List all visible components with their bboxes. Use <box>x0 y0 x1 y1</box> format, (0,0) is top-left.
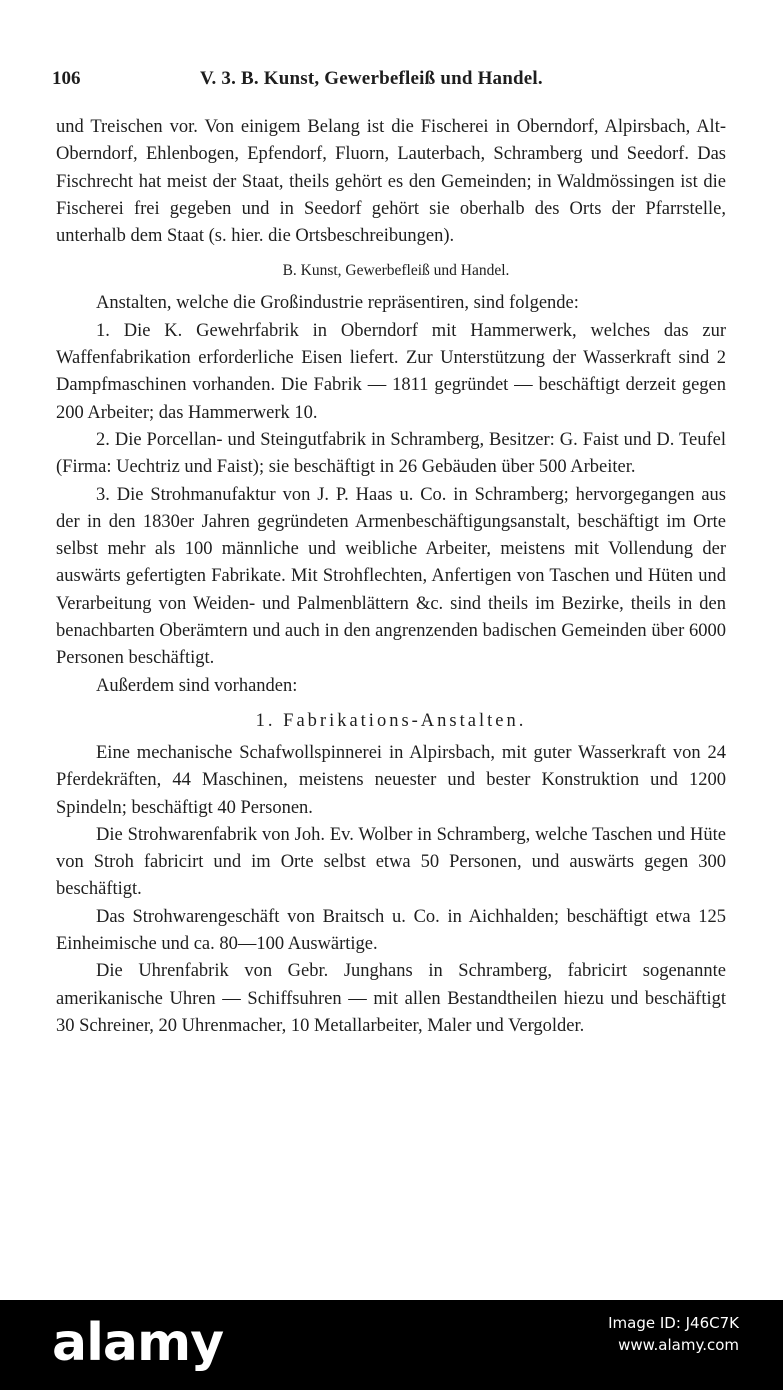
image-id-label: Image ID: J46C7K <box>608 1314 739 1332</box>
also-present-line: Außerdem sind vorhanden: <box>96 675 298 696</box>
body-text <box>56 114 726 1040</box>
paragraph-wool-spinning: Eine mechanische Schafwollspinnerei in Alpirsbach, mit guter Wasserkraft von 24 Pferdekräften, 44 Maschinen, meistens neuester und bester Konstruktion und 1200 Spindeln; beschäftigt 40 Personen. <box>56 742 726 818</box>
paragraph-clock-factory: Die Uhrenfabrik von Gebr. Junghans in Schramberg, fabricirt sogenannte amerikanische Uhren — Schiffsuhren — mit allen Bestandtheilen hiezu und beschäftigt 30 Schreiner, 20 Uhrenmacher, 10 Metallarbeiter, Maler und Vergolder. <box>56 961 726 1036</box>
footer-info <box>608 1312 739 1356</box>
alamy-logo: alamy <box>52 1313 224 1373</box>
running-title: V. 3. B. Kunst, Gewerbefleiß und Handel. <box>200 68 543 89</box>
page-number: 106 <box>52 68 81 89</box>
page-header <box>52 68 732 98</box>
list-item-straw-manufacture: 3. Die Strohmanufaktur von J. P. Haas u. Co. in Schramberg; hervorgegangen aus der in den 1830er Jahren gegründeten Armenbeschäftigungsanstalt, beschäftigt im Orte selbst mehr als 100 männliche und weibliche Arbeiter, meistens mit Vollendung der auswärts gefertigten Fabrikate. Mit Strohflechten, Anfertigen von Taschen und Hüten und Verarbeitung von Weiden- und Palmenblättern &c. sind theils im Bezirke, theils in den benachbarten Oberämtern und auch in den angrenzenden badischen Gemeinden über 6000 Personen beschäftigt. <box>56 484 726 669</box>
list-item-porcelain-factory: 2. Die Porcellan- und Steingutfabrik in Schramberg, Besitzer: G. Faist und D. Teufel (Firma: Uechtriz und Faist); sie beschäftigt in 26 Gebäuden über 500 Arbeiter. <box>56 429 726 478</box>
list-item-gun-factory: 1. Die K. Gewehrfabrik in Oberndorf mit Hammerwerk, welches das zur Waffenfabrikation erforderliche Eisen liefert. Zur Unterstützung der Wasserkraft sind 2 Dampfmaschinen vorhanden. Die Fabrik — 1811 gegründet — beschäftigt derzeit gegen 200 Arbeiter; das Hammerwerk 10. <box>56 320 726 423</box>
section-heading: B. Kunst, Gewerbefleiß und Handel. <box>282 262 510 280</box>
site-url-label: www.alamy.com <box>618 1336 739 1354</box>
section-intro: Anstalten, welche die Großindustrie repräsentiren, sind folgende: <box>96 293 579 314</box>
paragraph-straw-goods-factory: Die Strohwarenfabrik von Joh. Ev. Wolber in Schramberg, welche Taschen und Hüte von Stroh fabricirt und im Orte selbst etwa 50 Personen, und auswärts gegen 300 beschäftigt. <box>56 824 726 900</box>
intro-paragraph: und Treischen vor. Von einigem Belang ist die Fischerei in Oberndorf, Alpirsbach, Alt-Oberndorf, Ehlenbogen, Epfendorf, Fluorn, Lauterbach, Schramberg und Seedorf. Das Fischrecht hat meist der Staat, theils gehört es den Gemeinden; in Waldmössingen ist die Fischerei frei gegeben und in Seedorf gehört sie oberhalb des Orts der Pfarrstelle, unterhalb dem Staat (s. hier. die Ortsbeschreibungen). <box>56 117 726 247</box>
paragraph-straw-goods-business: Das Strohwarengeschäft von Braitsch u. Co. in Aichhalden; beschäftigt etwa 125 Einheimische und ca. 80—100 Auswärtige. <box>56 906 726 955</box>
subheading-manufacturing: 1. Fabrikations-Anstalten. <box>255 710 527 731</box>
